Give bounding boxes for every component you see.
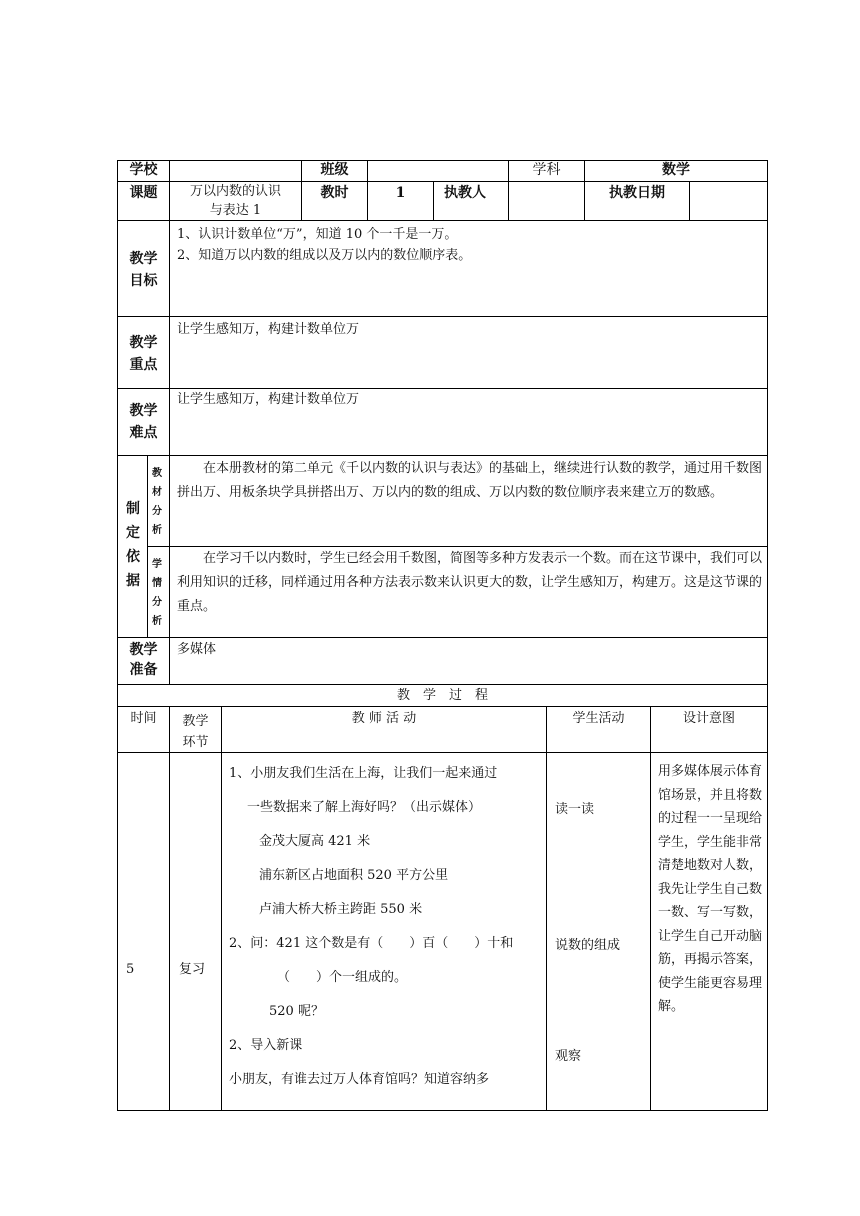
row-line (117, 455, 768, 456)
teacher-line: 浦东新区占地面积 520 平方公里 (259, 868, 449, 883)
basis-label-char: 依 (126, 549, 140, 565)
goals-label (118, 248, 169, 292)
difficulties-label-line1: 教学 (129, 403, 158, 419)
prep-text: 多媒体 (177, 642, 217, 657)
prep-label-line1: 教学 (129, 642, 158, 658)
row-line (117, 316, 768, 317)
col-line (117, 684, 118, 1110)
goals-label-line1: 教学 (129, 251, 158, 267)
subject-label: 学科 (532, 162, 561, 178)
col-line (367, 160, 368, 181)
row-line (117, 706, 768, 707)
col-stage (170, 711, 221, 753)
design-intent: 用多媒体展示体育馆场景，并且将数的过程一一呈现给学生，学生能非常清楚地数对人数，我先让学生自己数一数、写一写数，让学生自己开动脑筋，再揭示答案，使学生能更容易理解。 (658, 764, 763, 1014)
period-value: 1 (395, 185, 406, 201)
student-label-char: 分 (152, 597, 162, 608)
student-label-char: 析 (152, 616, 162, 627)
difficulties-label (118, 400, 169, 444)
difficulties-text: 让学生感知万，构建计数单位万 (177, 392, 360, 407)
teacher-line: 卢浦大桥大桥主跨距 550 米 (259, 902, 423, 917)
material-label-char: 析 (152, 525, 162, 536)
col-line (689, 181, 690, 220)
row-line (117, 220, 768, 221)
col-line (147, 455, 148, 637)
student-text: 在学习千以内数时，学生已经会用千数图，简图等多种方发表示一个数。而在这节课中，我们可以利用知识的迁移，同样通过用各种方法表示数来认识更大的数，让学生感知万，构建万。这是这节课的重点。 (177, 551, 763, 614)
topic-line1: 万以内数的认识 (189, 184, 281, 199)
prep-label-line2: 准备 (129, 662, 158, 678)
teacher-line: 520 呢？ (269, 1004, 324, 1019)
student-label (150, 555, 164, 631)
teacher-line: 小朋友，有谁去过万人体育馆吗？知道容纳多 (229, 1072, 490, 1087)
col-stage-line2: 环节 (182, 735, 209, 750)
teacher-line: 2、问：421 这个数是有（ ）百（ ）十和 (229, 936, 514, 951)
col-stage-line1: 教学 (182, 714, 209, 729)
date-label: 执教日期 (609, 185, 665, 201)
col-line (433, 181, 434, 220)
col-line (546, 706, 547, 1110)
material-label-char: 分 (152, 506, 162, 517)
student-activity: 观察 (555, 1049, 582, 1064)
teacher-line: 1、小朋友我们生活在上海，让我们一起来通过 (229, 766, 498, 781)
col-time: 时间 (130, 711, 157, 726)
key-points-label-line2: 重点 (129, 357, 158, 373)
key-points-text: 让学生感知万，构建计数单位万 (177, 322, 360, 337)
row-line (117, 637, 768, 638)
col-intent: 设计意图 (682, 711, 735, 726)
period-label: 教时 (320, 185, 349, 201)
col-line (767, 160, 768, 684)
row-line (117, 388, 768, 389)
row-line (117, 1110, 768, 1111)
teacher-line: 一些数据来了解上海好吗？（出示媒体） (247, 800, 482, 815)
material-label-char: 教 (152, 468, 162, 479)
row-line (117, 181, 768, 182)
basis-label-char: 制 (126, 501, 140, 517)
col-line (650, 706, 651, 1110)
student-activity: 说数的组成 (555, 938, 621, 953)
prep-label (118, 640, 169, 680)
basis-label (124, 497, 142, 593)
row-line (117, 684, 768, 685)
col-line (221, 706, 222, 1110)
topic-label: 课题 (129, 185, 158, 201)
row-stage: 复习 (179, 962, 206, 977)
key-points-label-line1: 教学 (129, 335, 158, 351)
difficulties-label-line2: 难点 (129, 425, 158, 441)
teacher-line: 2、导入新课 (229, 1038, 303, 1053)
subject-value: 数学 (662, 162, 690, 178)
class-label: 班级 (320, 162, 349, 178)
col-line (767, 684, 768, 1110)
teacher-label: 执教人 (444, 185, 486, 201)
col-line (169, 160, 170, 684)
material-text: 在本册教材的第二单元《千以内数的认识与表达》的基础上，继续进行认数的教学，通过用千数图拼出万、用板条块学具拼搭出万、万以内的数的组成、万以内数的数位顺序表来建立万的数感。 (177, 461, 763, 500)
material-label-char: 材 (152, 487, 162, 498)
student-activity: 读一读 (555, 802, 595, 817)
student-label-char: 情 (152, 578, 162, 589)
basis-label-char: 定 (126, 525, 140, 541)
goals-label-line2: 目标 (129, 273, 158, 289)
topic-line2: 与表达 1 (209, 203, 262, 218)
row-time: 5 (126, 962, 135, 977)
material-label (150, 464, 164, 540)
col-line (169, 706, 170, 1110)
school-label: 学校 (129, 162, 158, 178)
goal-item-1: 1、认识计数单位“万”，知道 10 个一千是一万。 (177, 227, 458, 242)
basis-label-char: 据 (126, 573, 140, 589)
col-student: 学生活动 (572, 711, 625, 726)
col-teacher: 教 师 活 动 (351, 711, 417, 726)
row-line (117, 160, 768, 161)
goal-item-2: 2、知道万以内数的组成以及万以内的数位顺序表。 (177, 248, 472, 263)
teacher-line: （ ）个一组成的。 (277, 970, 408, 985)
key-points-label (118, 332, 169, 376)
teacher-line: 金茂大厦高 421 米 (259, 834, 371, 849)
process-title: 教 学 过 程 (396, 688, 488, 703)
student-label-char: 学 (152, 559, 162, 570)
